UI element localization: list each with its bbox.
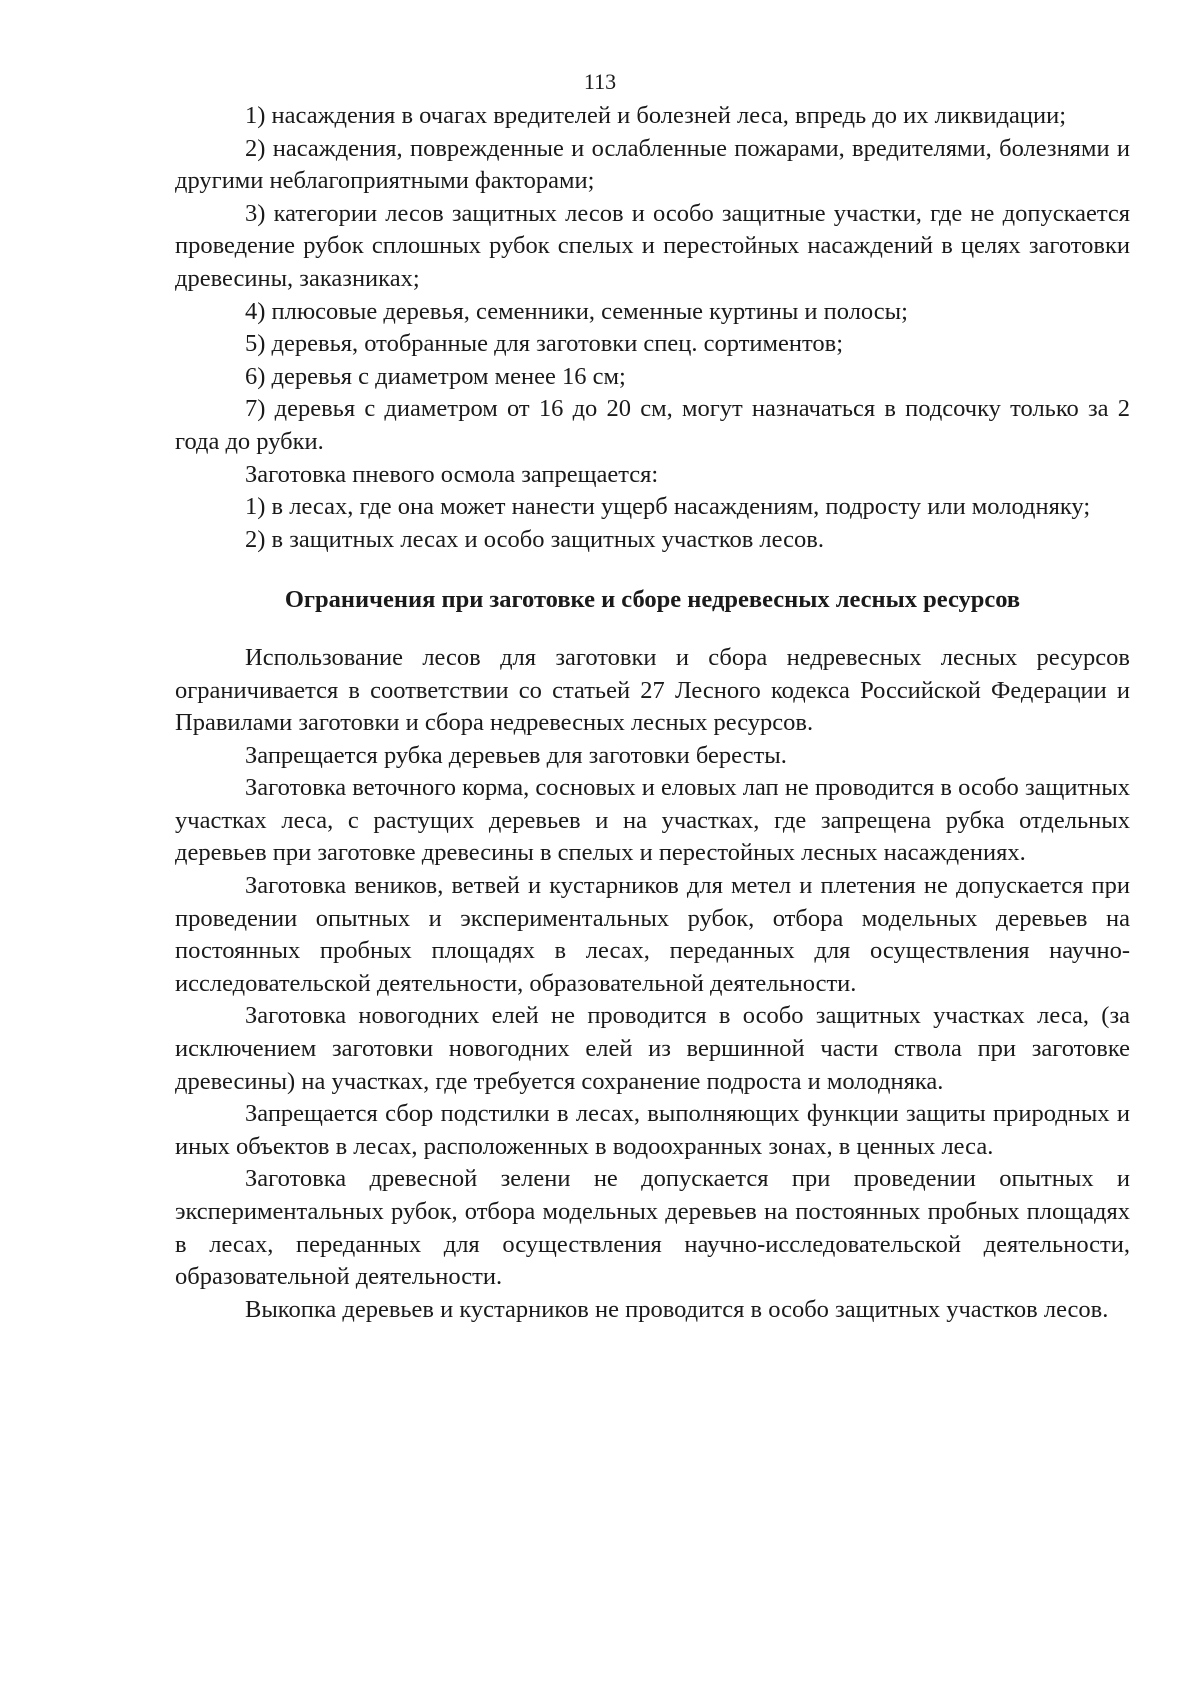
paragraph-christmas-trees: Заготовка новогодних елей не проводится в особо защитных участках леса, (за исключением заготовки новогодних елей из вершинной части ствола при заготовке древесины) на участках, где требуется сохранение подроста и молодняка. bbox=[175, 1002, 1130, 1095]
list-item-diameter-16-20: 7) деревья с диаметром от 16 до 20 см, могут назначаться в подсочку только за 2 года до рубки. bbox=[175, 395, 1130, 455]
page-number: 113 bbox=[583, 69, 617, 94]
paragraph-brooms: Заготовка веников, ветвей и кустарников для метел и плетения не допускается при проведении опытных и экспериментальных рубок, отбора модельных деревьев на постоянных пробных площадях в лесах, переданных для осуществления научно-исследовательской деятельности, образовательной деятельности. bbox=[175, 872, 1130, 997]
list-item-protective-areas: 2) в защитных лесах и особо защитных участков лесов. bbox=[245, 525, 824, 553]
list-item-damaged: 2) насаждения, поврежденные и ослабленные пожарами, вредителями, болезнями и другими неблагоприятными факторами; bbox=[175, 134, 1130, 195]
document-body bbox=[175, 100, 1130, 1326]
stump-resin-intro: Заготовка пневого осмола запрещается: bbox=[245, 460, 659, 488]
list-item-plus-trees: 4) плюсовые деревья, семенники, семенные куртины и полосы; bbox=[245, 297, 908, 325]
paragraph-tree-greens: Заготовка древесной зелени не допускается при проведении опытных и экспериментальных рубок, отбора модельных деревьев на постоянных пробных площадях в лесах, переданных для осуществления научно-исследовательской деятельности, образовательной деятельности. bbox=[175, 1165, 1130, 1291]
paragraph-non-timber-usage: Использование лесов для заготовки и сбора недревесных лесных ресурсов ограничивается в соответствии со статьей 27 Лесного кодекса Российской Федерации и Правилами заготовки и сбора недревесных лесных ресурсов. bbox=[175, 643, 1130, 737]
paragraph-digging: Выкопка деревьев и кустарников не проводится в особо защитных участков лесов. bbox=[245, 1295, 1109, 1323]
list-item-pests: 1) насаждения в очагах вредителей и болезней леса, впредь до их ликвидации; bbox=[245, 102, 1067, 129]
section-heading: Ограничения при заготовке и сборе недревесных лесных ресурсов bbox=[284, 586, 1021, 614]
list-item-damage-undergrowth: 1) в лесах, где она может нанести ущерб насаждениям, подросту или молодняку; bbox=[245, 493, 1091, 521]
list-item-diameter-under-16: 6) деревья с диаметром менее 16 см; bbox=[245, 362, 626, 390]
list-item-protective-forests: 3) категории лесов защитных лесов и особо защитные участки, где не допускается проведение рубок сплошных рубок спелых и перестойных насаждений в целях заготовки древесины, заказниках; bbox=[175, 199, 1130, 292]
paragraph-branch-fodder: Заготовка веточного корма, сосновых и еловых лап не проводится в особо защитных участках леса, с растущих деревьев и на участках, где запрещена рубка отдельных деревьев при заготовке древесины в спелых и перестойных лесных насаждениях. bbox=[175, 774, 1130, 867]
paragraph-birch-bark: Запрещается рубка деревьев для заготовки бересты. bbox=[245, 741, 787, 769]
list-item-special-assortments: 5) деревья, отобранные для заготовки спец. сортиментов; bbox=[245, 330, 844, 358]
paragraph-litter: Запрещается сбор подстилки в лесах, выполняющих функции защиты природных и иных объектов в лесах, расположенных в водоохранных зонах, в ценных леса. bbox=[175, 1100, 1130, 1160]
